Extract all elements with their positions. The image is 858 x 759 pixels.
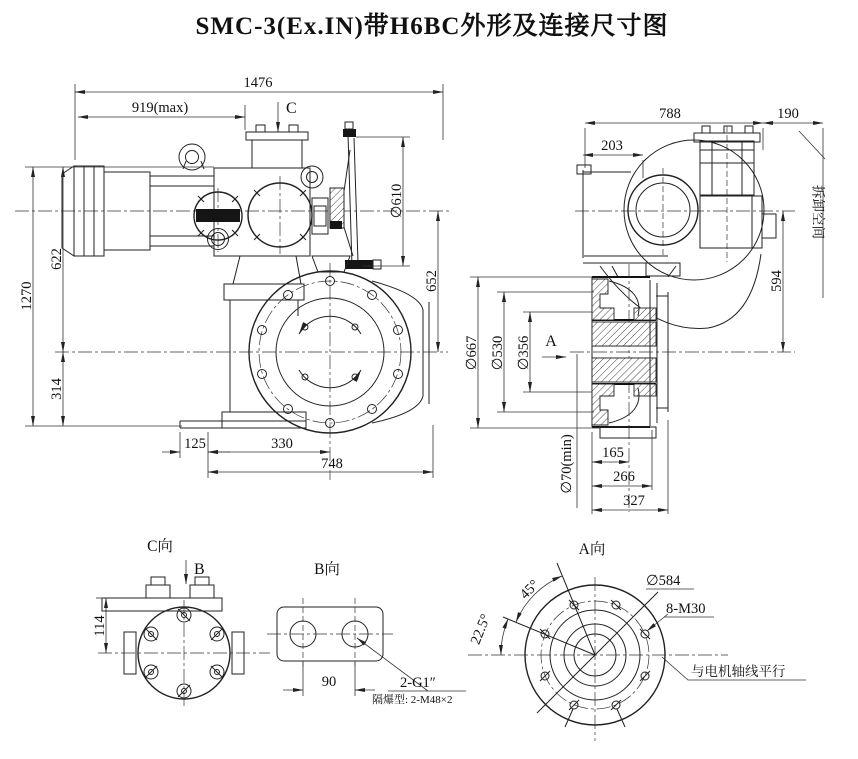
dim-1476: 1476 [243,75,273,91]
dim-919-max: 919(max) [131,100,189,116]
dim-125: 125 [184,436,206,452]
bolt-note: 8-M30 [666,601,706,617]
view-a [468,540,806,741]
section-view [464,106,826,514]
thread-note: 2-G1″ [400,675,436,691]
dim-327: 327 [623,493,645,509]
dim-dia-584: ∅584 [646,573,681,589]
dim-dia-70: ∅70(min) [559,434,576,494]
view-c-drawing [98,577,270,708]
dim-190: 190 [777,106,799,122]
view-b [267,560,466,706]
bolt-leader [647,614,668,631]
handwheel-front [624,140,764,280]
side-view [15,75,452,480]
dim-dia-530: ∅530 [490,335,507,371]
dim-594: 594 [769,270,786,292]
parallel-note: 与电机轴线平行 [691,664,786,679]
dim-748: 748 [321,456,343,472]
dim-90: 90 [321,674,337,690]
dim-330: 330 [271,436,293,452]
view-b-drawing [267,598,393,668]
view-c-title: C向 [147,538,173,555]
dim-266: 266 [613,469,635,485]
view-a-drawing [468,563,728,741]
view-a-arrow-label: A [545,333,557,350]
dim-788: 788 [659,106,681,122]
lifting-eye-icon [179,144,205,170]
dim-314: 314 [49,378,66,400]
section-view-body [577,126,776,328]
dim-dia-610: ∅610 [389,183,406,219]
dim-1270: 1270 [19,281,36,311]
brand-badge [196,209,240,222]
dim-203: 203 [601,138,623,154]
dim-45deg: 45° [516,576,543,603]
dim-22-5deg: 22.5° [467,611,495,647]
dim-165: 165 [602,445,624,461]
view-c [92,537,270,708]
dim-dia-667: ∅667 [464,335,481,371]
page-title: SMC-3(Ex.IN)带H6BC外形及连接尺寸图 [195,13,669,40]
view-c-arrow-label: C [286,100,297,117]
dim-652: 652 [424,270,441,292]
side-view-handwheel [330,122,381,269]
view-b-title: B向 [314,561,340,578]
side-view-column-flange [180,256,429,433]
view-b-arrow-label: B [194,561,205,578]
dim-622: 622 [49,248,66,270]
section-view-flange-cut [592,277,668,438]
exproof-note: 隔爆型: 2-M48×2 [372,694,453,706]
view-a-title: A向 [578,541,606,558]
side-view-dimensions [19,75,443,478]
dim-dia-356: ∅356 [516,335,533,371]
removal-space-note: 拆卸空间 [810,185,826,239]
dim-114: 114 [92,615,109,637]
